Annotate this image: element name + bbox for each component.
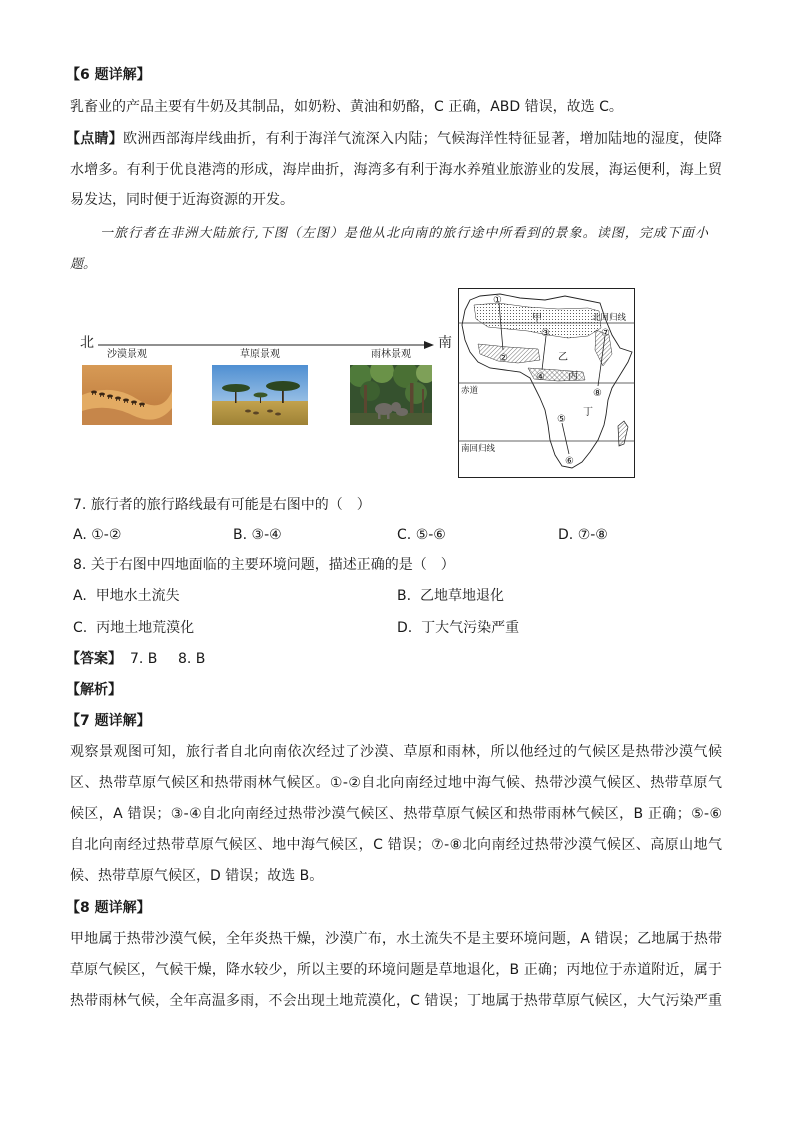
desert-photo: [82, 365, 172, 425]
rainforest-photo-label: 雨林景观: [371, 349, 411, 360]
q8-detail-line-3: 热带雨林气候，全年高温多雨，不会出现土地荒漠化，C 错误；丁地属于热带草原气候区，大气污染严重: [70, 993, 722, 1009]
q7-option-a: [73, 525, 121, 545]
q6-detail-heading: 【6 题详解】: [66, 67, 151, 83]
equator-label: 赤道: [461, 386, 479, 396]
desert-photo-label: 沙漠景观: [107, 349, 147, 360]
q8-detail-heading: 【8 题详解】: [66, 900, 151, 916]
tropic-of-cancer-label: 北回归线: [592, 313, 627, 323]
marker-5: ⑤: [557, 414, 566, 425]
option-text: ⑤-⑥: [415, 527, 446, 543]
south-label: 南: [438, 335, 452, 351]
option-text: 甲地水土流失: [95, 588, 180, 604]
tip-text-1: 欧洲西部海岸线曲折，有利于海洋气流深入内陆；气候海洋性特征显著，增加陆地的湿度，使降: [123, 131, 722, 147]
q7-option-c: [397, 525, 446, 545]
marker-7: ⑦: [601, 328, 610, 339]
option-text: 丙地土地荒漠化: [96, 620, 195, 636]
region-yi: 乙: [558, 352, 568, 363]
q7-option-b: [233, 525, 282, 545]
question-7: [73, 495, 371, 515]
q8-option-c: [73, 618, 194, 638]
option-letter: A.: [73, 588, 87, 604]
marker-3: ③: [541, 328, 550, 339]
north-label: 北: [80, 335, 94, 351]
q7-detail-line-1: 观察景观图可知，旅行者自北向南依次经过了沙漠、草原和雨林，所以他经过的气候区是热带沙漠气候: [70, 744, 722, 760]
marker-2: ②: [499, 353, 508, 364]
q7-detail-line-4: 自北向南经过热带草原气候区、地中海气候区，C 错误；⑦-⑧北向南经过热带沙漠气候区、高原山地气: [70, 837, 722, 853]
q8-option-d: [397, 618, 519, 638]
question-stem: 旅行者的旅行路线最有可能是右图中的（ ）: [90, 497, 371, 513]
marker-6: ⑥: [565, 456, 574, 467]
option-letter: B.: [397, 588, 412, 604]
option-text: 乙地草地退化: [419, 588, 504, 604]
question-stem: 关于右图中四地面临的主要环境问题，描述正确的是（ ）: [90, 557, 455, 573]
region-ding: 丁: [583, 407, 593, 418]
analysis-label: 【解析】: [66, 682, 122, 698]
q8-detail-line-1: 甲地属于热带沙漠气候，全年炎热干燥，沙漠广布，水土流失不是主要环境问题，A 错误；乙地属于热带: [70, 931, 722, 947]
option-letter: D.: [397, 620, 413, 636]
tip-line-2: 水增多。有利于优良港湾的形成，海岸曲折，海湾多有利于海水养殖业旅游业的发展，海运便利，海上贸: [70, 162, 722, 178]
q7-detail-line-5: 候、热带草原气候区，D 错误；故选 B。: [70, 868, 324, 884]
q7-option-d: [558, 525, 608, 545]
grassland-photo: [212, 365, 308, 425]
question-number: 7.: [73, 497, 87, 513]
tip-line-1: [66, 129, 722, 149]
answer-q8: 8. B: [178, 651, 206, 667]
intro-line-1: 一旅行者在非洲大陆旅行,下图（左图）是他从北向南的旅行途中所看到的景象。读图，完成下面小: [100, 226, 708, 241]
grassland-ground: [212, 401, 308, 425]
q7-detail-heading: 【7 题详解】: [66, 713, 151, 729]
marker-8: ⑧: [593, 388, 602, 399]
question-8: [73, 555, 455, 575]
region-bing: 丙: [568, 371, 578, 382]
option-text: 丁大气污染严重: [421, 620, 520, 636]
region-jia: 甲: [532, 313, 542, 324]
tip-line-3: 易发达，同时便于近海资源的开发。: [70, 192, 294, 208]
q8-option-b: [397, 586, 504, 606]
option-letter: B.: [233, 527, 248, 543]
question-number: 8.: [73, 557, 87, 573]
tropic-of-capricorn-label: 南回归线: [461, 444, 496, 454]
marker-4: ④: [536, 372, 545, 383]
marker-1: ①: [493, 295, 502, 306]
q8-option-a: [73, 586, 180, 606]
option-letter: A.: [73, 527, 87, 543]
grassland-photo-label: 草原景观: [240, 349, 280, 360]
answer-q7: 7. B: [130, 651, 158, 667]
q6-detail-text: 乳畜业的产品主要有牛奶及其制品，如奶粉、黄油和奶酪，C 正确，ABD 错误，故选 C。: [70, 99, 623, 115]
q7-detail-line-3: 候区，A 错误；③-④自北向南经过热带沙漠气候区、热带草原气候区和热带雨林气候区，B 正确；⑤-⑥: [70, 806, 722, 822]
option-letter: D.: [558, 527, 574, 543]
q8-detail-line-2: 草原气候区，气候干燥，降水较少，所以主要的环境问题是草地退化，B 正确；丙地位于赤道附近，属于: [70, 962, 722, 978]
option-letter: C.: [397, 527, 412, 543]
africa-map: [458, 288, 635, 478]
answer-label: 【答案】: [66, 651, 122, 667]
forest-floor: [350, 413, 432, 425]
option-text: ①-②: [91, 527, 122, 543]
option-text: ③-④: [251, 527, 282, 543]
option-text: ⑦-⑧: [577, 527, 608, 543]
rainforest-photo: [350, 365, 432, 425]
intro-line-2: 题。: [70, 257, 97, 272]
option-letter: C.: [73, 620, 88, 636]
q7-detail-line-2: 区、热带草原气候区和热带雨林气候区。①-②自北向南经过地中海气候、热带沙漠气候区、热带草原气: [70, 775, 722, 791]
tip-label: 【点睛】: [66, 131, 124, 147]
